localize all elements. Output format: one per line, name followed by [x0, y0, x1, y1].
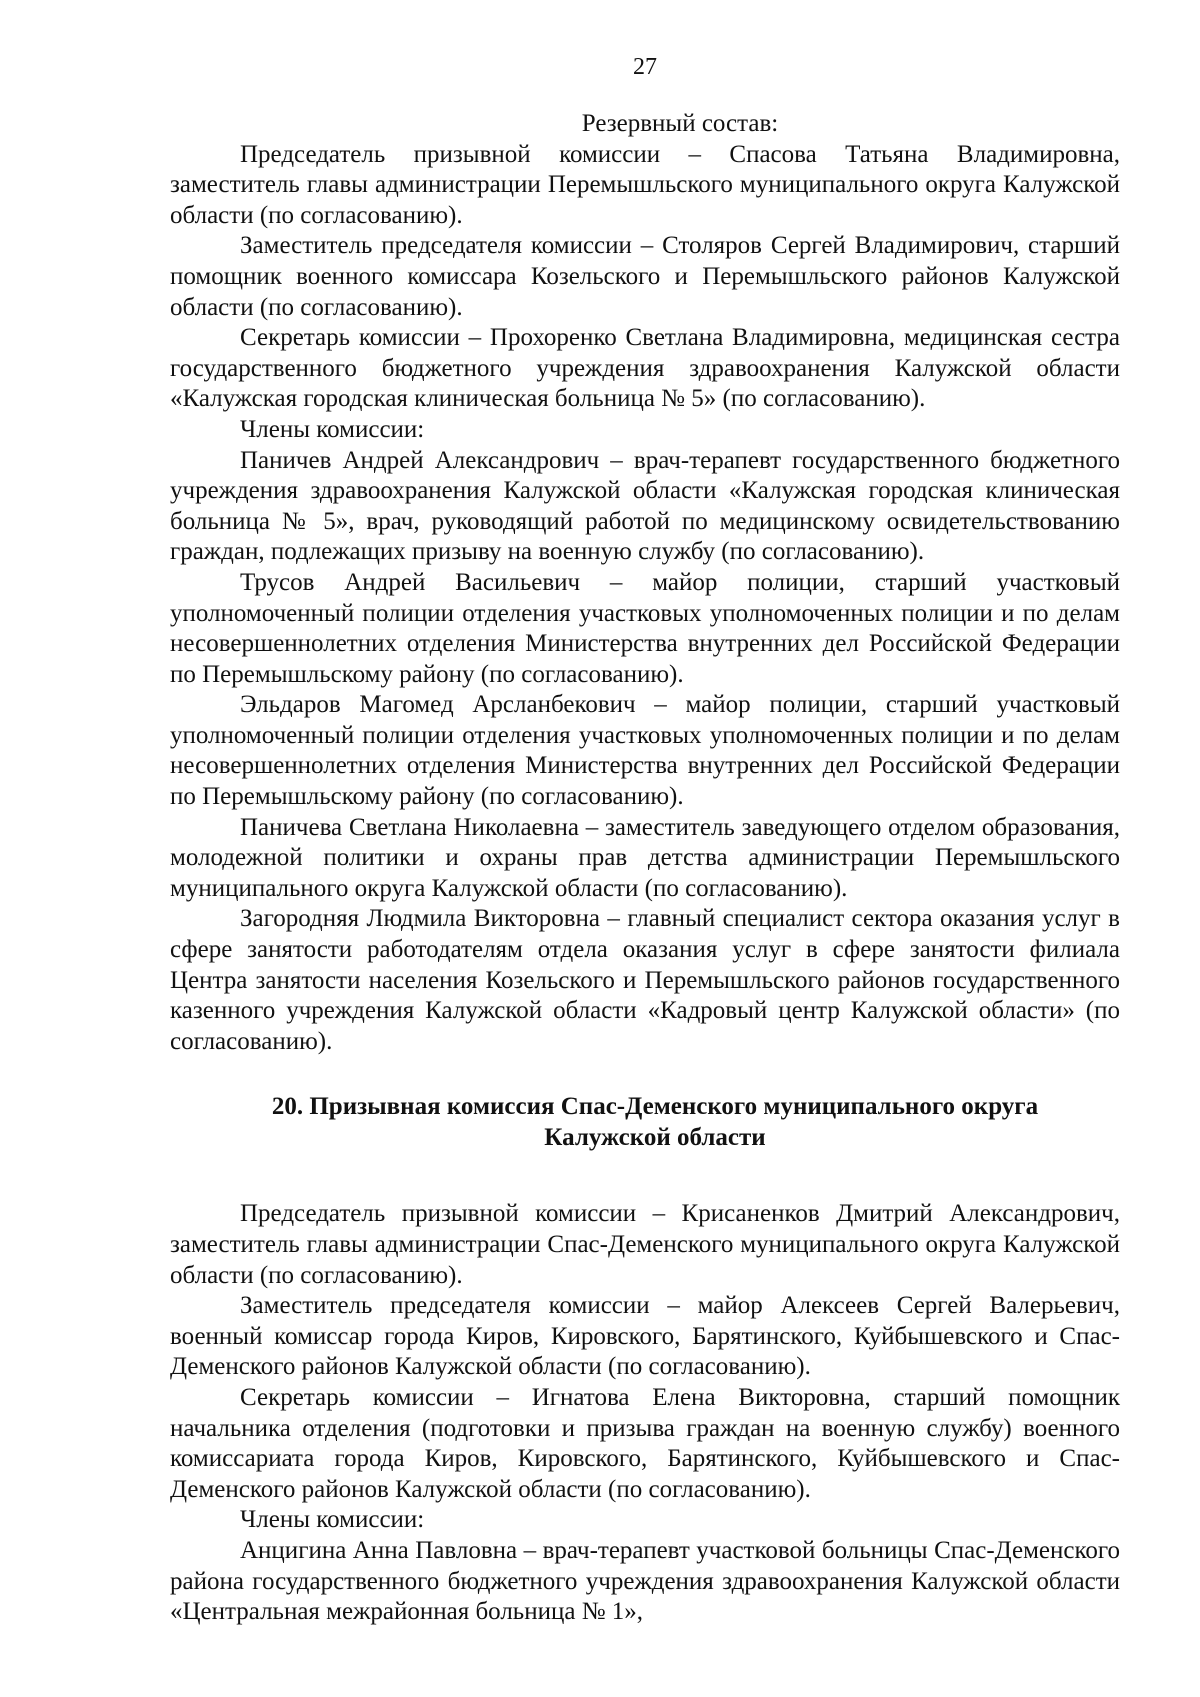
section-20-deputy-chairman: Заместитель председателя комиссии – майор Алексеев Сергей Валерьевич, военный комиссар города Киров, Кировского, Барятинского, Куйбышевского и Спас-Деменского районов Калужской области (по согласованию). — [170, 1292, 1120, 1381]
section-20-member: Анцигина Анна Павловна – врач-терапевт участковой больницы Спас-Деменского района государственного бюджетного учреждения здравоохранения Калужской области «Центральная межрайонная больница № 1», — [170, 1536, 1120, 1626]
reserve-member: Паничева Светлана Николаевна – заместитель заведующего отделом образования, молодежной политики и охраны прав детства администрации Перемышльского муниципального округа Калужской области (по согласованию). — [170, 813, 1120, 902]
section-20-chairman: Председатель призывной комиссии – Крисаненков Дмитрий Александрович, заместитель главы администрации Спас-Деменского муниципального округа Калужской области (по согласованию). — [170, 1200, 1120, 1289]
section-20-title — [170, 1091, 1120, 1153]
document-body — [170, 109, 1120, 1628]
section-20-title-line1: 20. Призывная комиссия Спас-Деменского муниципального округа — [271, 1093, 1039, 1121]
section-20-secretary: Секретарь комиссии – Игнатова Елена Викторовна, старший помощник начальника отделения (подготовки и призыва граждан на военную службу) военного комиссариата города Киров, Кировского, Барятинского, Куйбышевского и Спас-Деменского районов Калужской области (по согласованию). — [170, 1383, 1120, 1503]
reserve-members-heading: Члены комиссии: — [240, 415, 425, 443]
section-20-title-line2: Калужской области — [544, 1124, 766, 1152]
reserve-chairman: Председатель призывной комиссии – Спасова Татьяна Владимировна, заместитель главы администрации Перемышльского муниципального округа Калужской области (по согласованию). — [170, 140, 1120, 229]
reserve-deputy-chairman: Заместитель председателя комиссии – Столяров Сергей Владимирович, старший помощник военного комиссара Козельского и Перемышльского районов Калужской области (по согласованию). — [170, 232, 1120, 321]
reserve-member: Эльдаров Магомед Арсланбекович – майор полиции, старший участковый уполномоченный полиции отделения участковых уполномоченных полиции и по делам несовершеннолетних отделения Министерства внутренних дел Российской Федерации по Перемышльскому району (по согласованию). — [170, 691, 1120, 811]
reserve-member: Паничев Андрей Александрович – врач-терапевт государственного бюджетного учреждения здравоохранения Калужской области «Калужская городская клиническая больница № 5», врач, руководящий работой по медицинскому освидетельствованию граждан, подлежащих призыву на военную службу (по согласованию). — [170, 446, 1120, 566]
reserve-heading: Резервный состав: — [581, 110, 779, 137]
page-number: 27 — [633, 54, 657, 80]
reserve-secretary: Секретарь комиссии – Прохоренко Светлана Владимировна, медицинская сестра государственного бюджетного учреждения здравоохранения Калужской области «Калужская городская клиническая больница № 5» (по согласованию). — [170, 324, 1120, 413]
section-20-members-heading: Члены комиссии: — [240, 1506, 425, 1534]
reserve-member: Загородняя Людмила Викторовна – главный специалист сектора оказания услуг в сфере занятости работодателям отдела оказания услуг в сфере занятости филиала Центра занятости населения Козельского и Перемышльского районов государственного казенного учреждения Калужской области «Кадровый центр Калужской области» (по согласованию). — [170, 905, 1120, 1055]
reserve-member: Трусов Андрей Васильевич – майор полиции, старший участковый уполномоченный полиции отделения участковых уполномоченных полиции и по делам несовершеннолетних отделения Министерства внутренних дел Российской Федерации по Перемышльскому району (по согласованию). — [170, 568, 1120, 688]
